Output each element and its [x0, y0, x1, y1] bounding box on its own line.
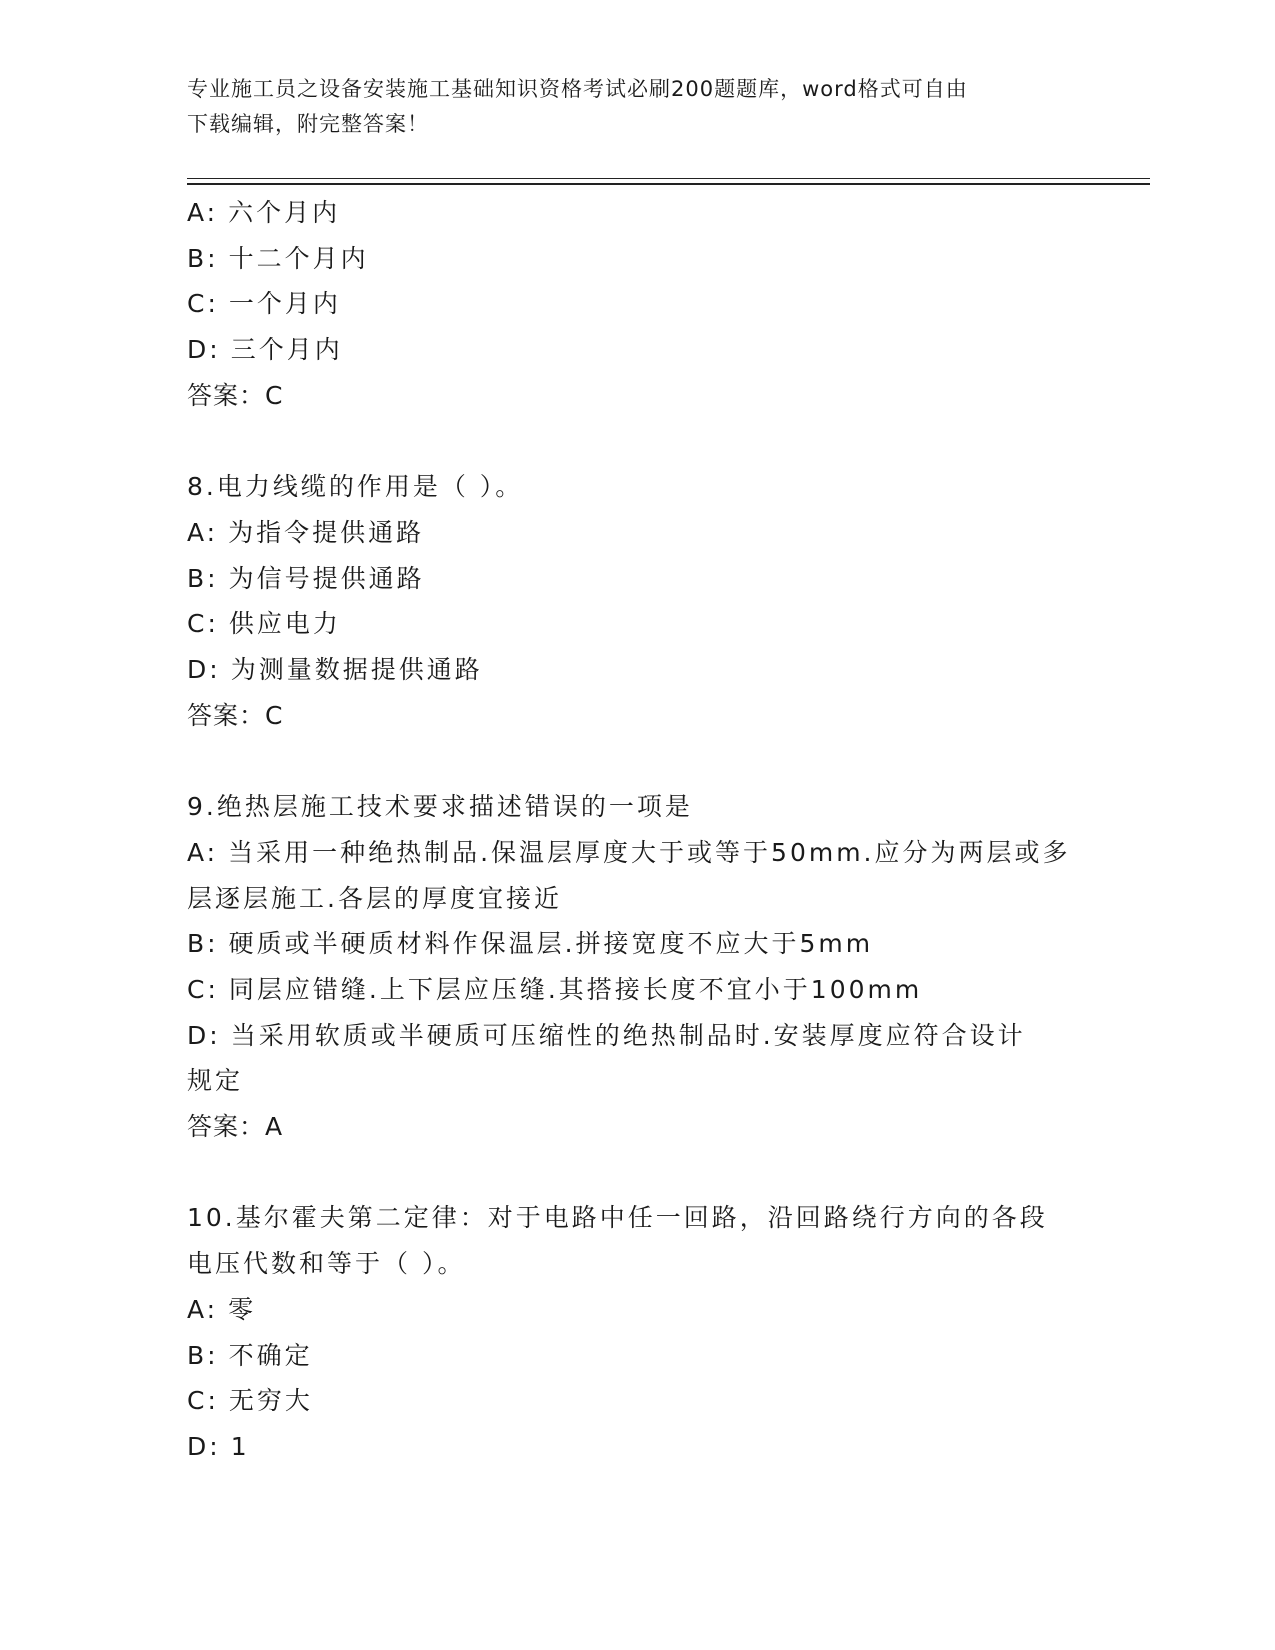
question-stem: 10.基尔霍夫第二定律：对于电路中任一回路，沿回路绕行方向的各段: [187, 1203, 1048, 1233]
option-d-continued: 规定: [187, 1066, 244, 1096]
header-line-2: 下载编辑，附完整答案！: [187, 112, 429, 136]
option-b: B: 不确定: [187, 1340, 313, 1370]
spacer: [187, 738, 1087, 784]
question-8: [187, 464, 1087, 738]
option-c: C: 无穷大: [187, 1386, 313, 1416]
question-stem: 8.电力线缆的作用是（ ）。: [187, 472, 524, 502]
option-c: C: 一个月内: [187, 289, 341, 319]
answer: 答案：C: [187, 380, 284, 410]
option-b: B: 为信号提供通路: [187, 563, 425, 593]
option-d: D: 为测量数据提供通路: [187, 655, 483, 685]
option-d: D: 1: [187, 1431, 250, 1461]
option-c: C: 同层应错缝.上下层应压缝.其搭接长度不宜小于100mm: [187, 974, 923, 1004]
document-body: [187, 190, 1087, 1470]
option-a: A: 零: [187, 1294, 257, 1324]
spacer: [187, 419, 1087, 465]
header-divider-thin: [187, 178, 1150, 179]
option-b: B: 十二个月内: [187, 243, 369, 273]
answer: 答案：C: [187, 700, 284, 730]
option-a: A: 为指令提供通路: [187, 517, 425, 547]
option-a: A: 当采用一种绝热制品.保温层厚度大于或等于50mm.应分为两层或多: [187, 837, 1071, 867]
option-b: B: 硬质或半硬质材料作保温层.拼接宽度不应大于5mm: [187, 929, 874, 959]
answer: 答案：A: [187, 1112, 284, 1142]
question-9: [187, 784, 1087, 1150]
option-a-continued: 层逐层施工.各层的厚度宜接近: [187, 883, 562, 913]
option-d: D: 三个月内: [187, 335, 343, 365]
prev-question: [187, 190, 1087, 419]
option-c: C: 供应电力: [187, 609, 341, 639]
spacer: [187, 1150, 1087, 1196]
option-d: D: 当采用软质或半硬质可压缩性的绝热制品时.安装厚度应符合设计: [187, 1020, 1026, 1050]
header-line-1: 专业施工员之设备安装施工基础知识资格考试必刷200题题库，word格式可自由: [187, 77, 968, 101]
question-stem-continued: 电压代数和等于（ ）。: [187, 1249, 466, 1279]
document-header: [187, 72, 1087, 142]
question-10: [187, 1195, 1087, 1469]
option-a: A: 六个月内: [187, 198, 341, 227]
question-stem: 9.绝热层施工技术要求描述错误的一项是: [187, 792, 693, 822]
header-divider-thick: [187, 183, 1150, 185]
